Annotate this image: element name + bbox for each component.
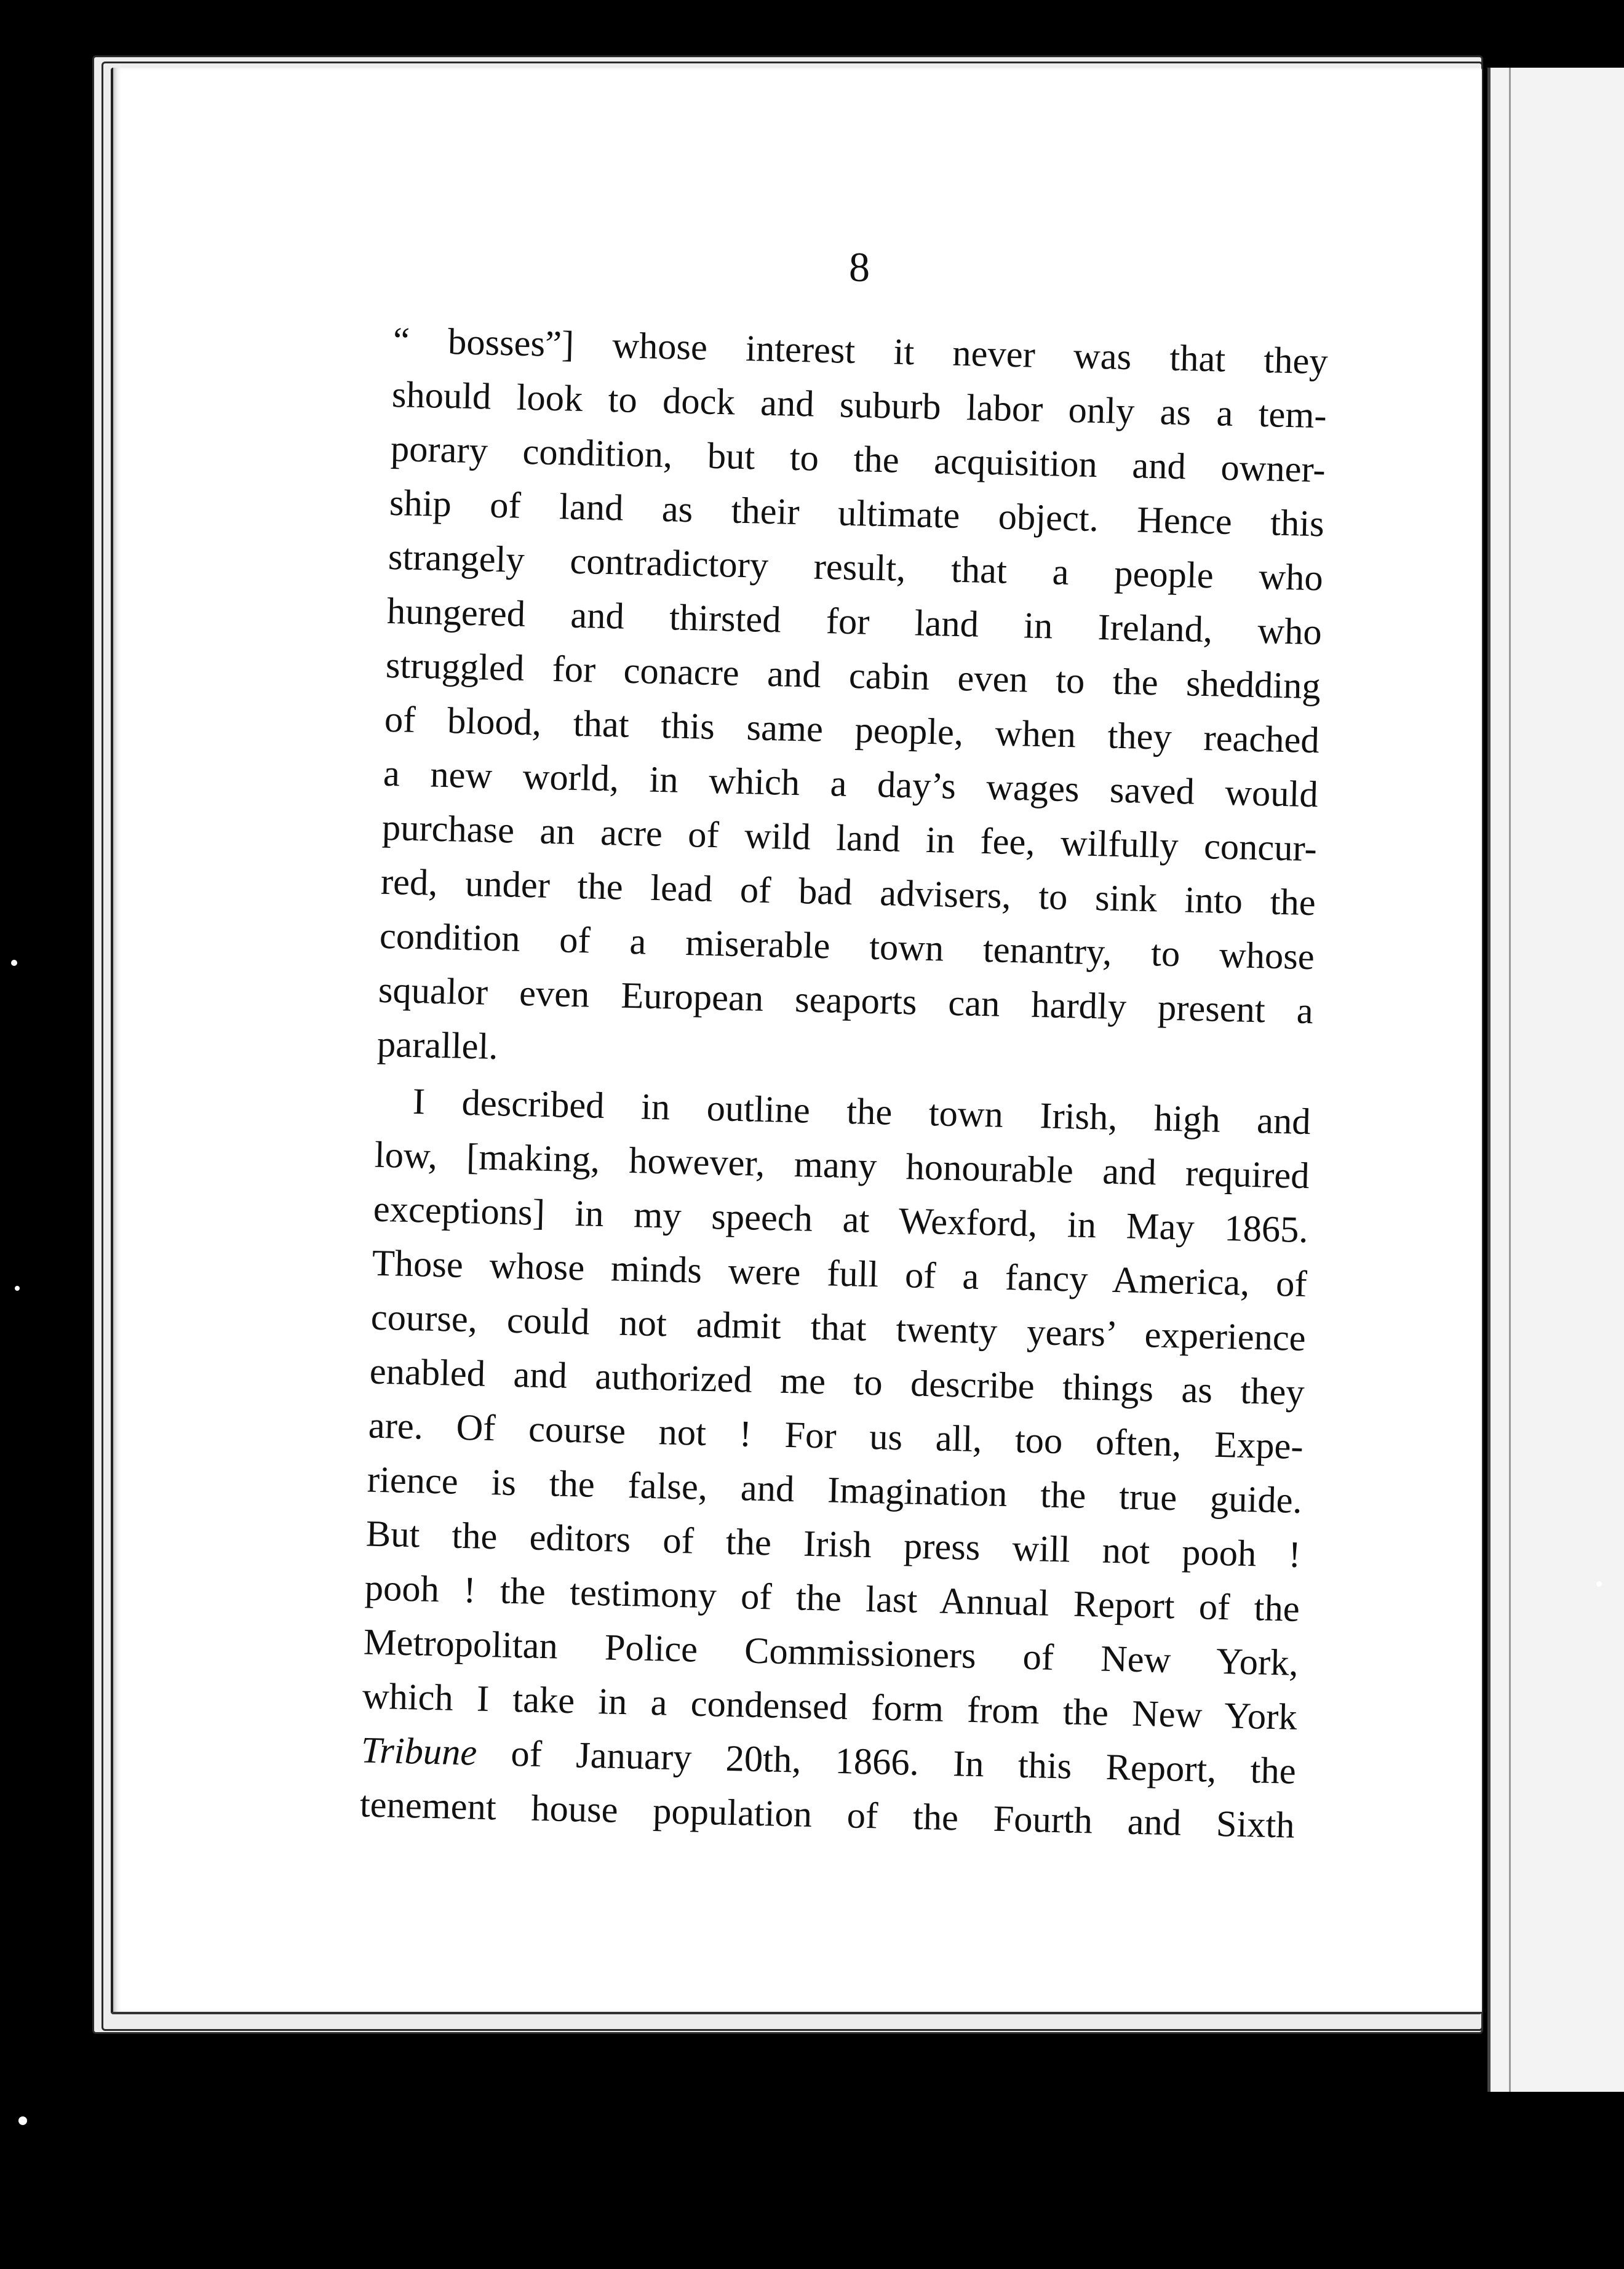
text-line: are. Of course not ! For us all, too often, Expe- xyxy=(368,1405,1304,1468)
text-line: tenement house population of the Fourth and Sixth xyxy=(359,1784,1296,1846)
text-line: Metropolitan Police Commissioners of New York, xyxy=(363,1621,1299,1684)
text-line: condition of a miserable town tenantry, to whose xyxy=(379,915,1315,978)
scan-speck xyxy=(11,960,17,966)
text-line: exceptions] in my speech at Wexford, in May 1865. xyxy=(373,1188,1309,1251)
page-number: 8 xyxy=(849,244,870,290)
text-line: purchase an acre of wild land in fee, wilfully concur- xyxy=(381,807,1318,870)
text-line: struggled for conacre and cabin even to the shedding xyxy=(385,644,1321,708)
text-line: ship of land as their ultimate object. Hence this xyxy=(389,482,1325,545)
text-line: enabled and authorized me to describe things as they xyxy=(369,1350,1305,1414)
text-line: of blood, that this same people, when they reached xyxy=(384,698,1320,762)
text-line: pooh ! the testimony of the last Annual Report of the xyxy=(364,1567,1300,1630)
text-line: low, [making, however, many honourable and required xyxy=(374,1134,1310,1197)
text-line: squalor even European seaports can hardly present a xyxy=(378,969,1314,1032)
body-text xyxy=(359,314,1329,1853)
text-line: Those whose minds were full of a fancy America, of xyxy=(372,1242,1308,1306)
text-line: a new world, in which a day’s wages saved would xyxy=(383,752,1319,816)
text-line: parallel. xyxy=(376,1023,499,1068)
facing-page-gutter-line xyxy=(1509,68,1511,2092)
scan-speck xyxy=(1596,1581,1602,1587)
text-line: which I take in a condensed form from the New York xyxy=(362,1675,1298,1738)
text-line: But the editors of the Irish press will not pooh ! xyxy=(365,1513,1302,1576)
text-line: rience is the false, and Imagination the true guide. xyxy=(367,1459,1303,1521)
text-line: I described in outline the town Irish, high and xyxy=(412,1081,1312,1143)
text-line: red, under the lead of bad advisers, to sink into the xyxy=(380,861,1316,924)
text-line-rest: of January 20th, 1866. In this Report, the xyxy=(476,1732,1297,1792)
text-line: porary condition, but to the acquisition and owner- xyxy=(390,428,1326,491)
scan-speck xyxy=(15,1286,20,1291)
text-line: “ bosses”] whose interest it never was that they xyxy=(392,319,1329,383)
text-line: hungered and thirsted for land in Ireland, who xyxy=(386,590,1323,653)
italic-newspaper-name: Tribune xyxy=(360,1729,477,1774)
scan-speck xyxy=(18,2116,27,2125)
text-line: strangely contradictory result, that a people who xyxy=(388,536,1324,599)
text-line: course, could not admit that twenty years’ experience xyxy=(370,1296,1307,1360)
text-line: should look to dock and suburb labor only as a tem- xyxy=(391,373,1327,437)
facing-page-edge xyxy=(1487,68,1624,2092)
